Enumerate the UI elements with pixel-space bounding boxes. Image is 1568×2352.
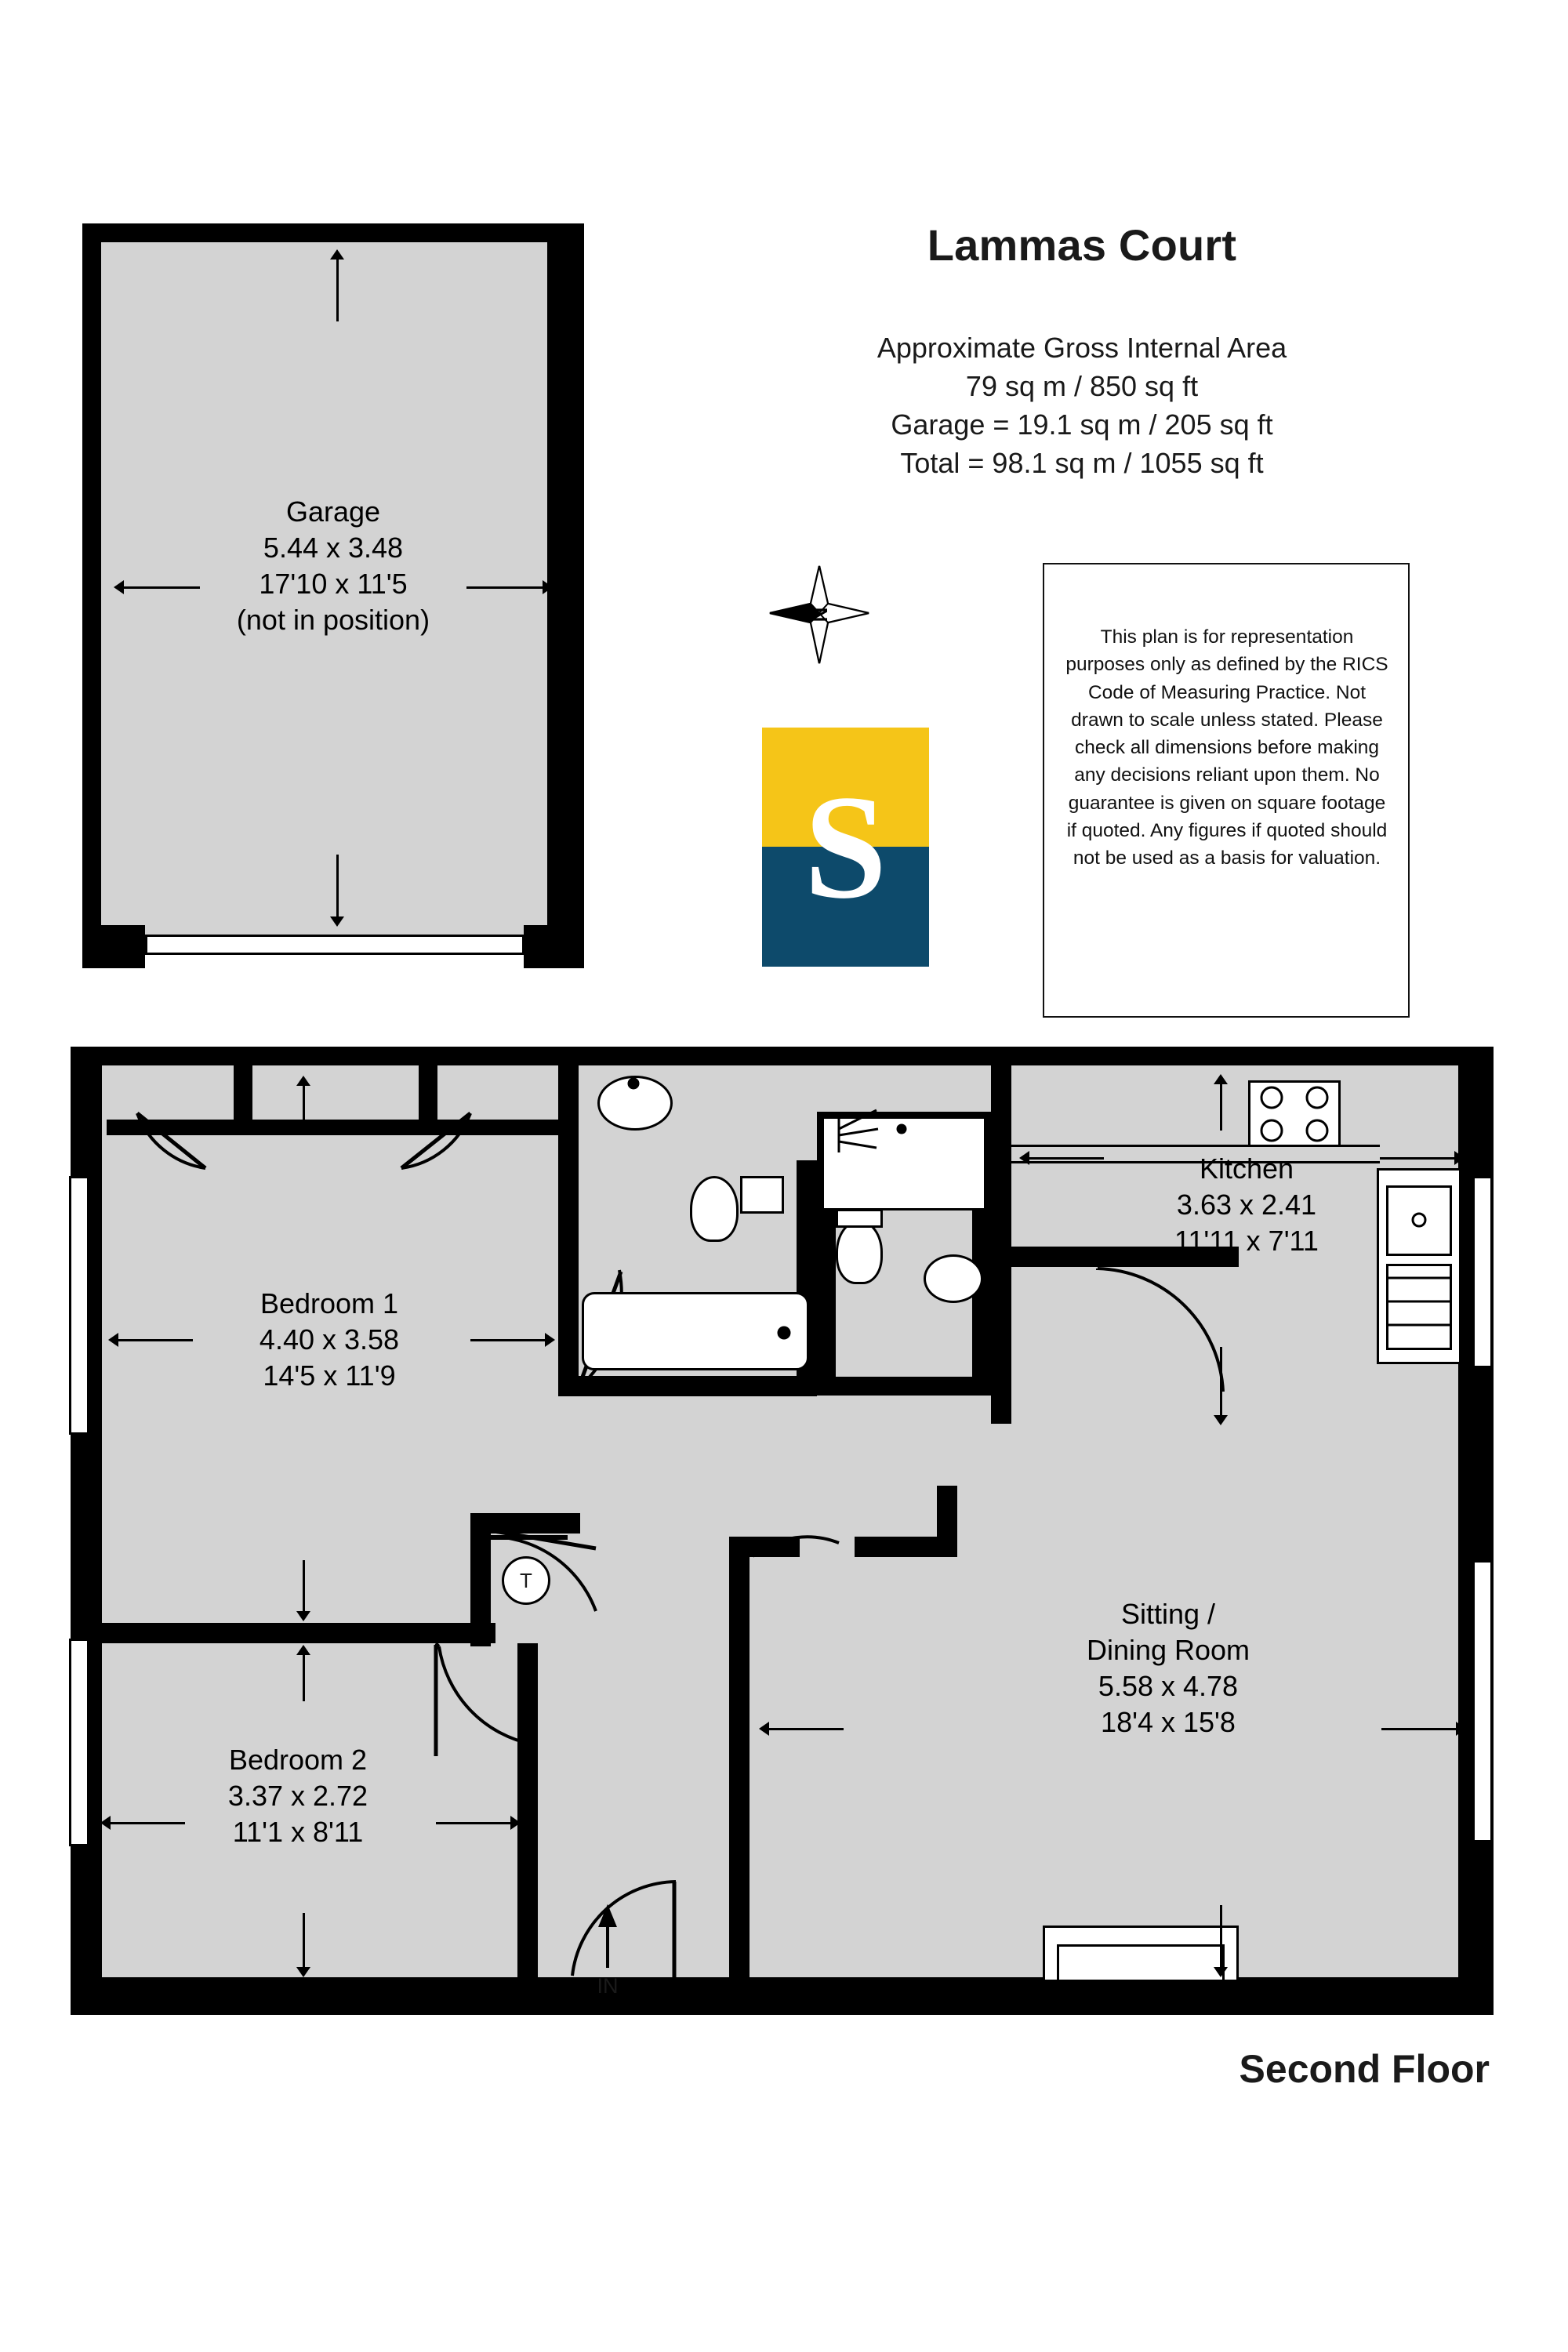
brand-logo [762, 728, 929, 967]
thermostat-box [480, 1535, 568, 1540]
bedroom1-label [94, 1286, 564, 1394]
cloakroom-wc [836, 1220, 883, 1284]
bedroom2-label [78, 1742, 517, 1850]
bedroom1-imperial: 14'5 x 11'9 [263, 1359, 396, 1392]
area-summary-line-4: Total = 98.1 sq m / 1055 sq ft [900, 446, 1264, 479]
garage-height-arrow-bottom [330, 855, 344, 927]
sitting-room-label [925, 1596, 1411, 1740]
bathtub [582, 1292, 809, 1370]
sitting-room-metric: 5.58 x 4.78 [1098, 1670, 1239, 1703]
area-summary [729, 329, 1435, 483]
main-wall-top [71, 1047, 1494, 1065]
bedroom2-arrow-bottom [296, 1913, 310, 1977]
garage-label [137, 494, 529, 638]
bedroom2-arrow-top [296, 1645, 310, 1701]
wall-bathroom-bottom [558, 1376, 817, 1396]
wall-bedroom2-top [88, 1623, 495, 1643]
kitchen-arrow-bottom [1214, 1347, 1228, 1425]
bedroom1-arrow-top [296, 1076, 310, 1132]
area-summary-line-2: 79 sq m / 850 sq ft [965, 369, 1199, 402]
window-right-kitchen [1472, 1176, 1493, 1368]
wall-sitting-left [729, 1537, 750, 1999]
entrance-label [572, 1974, 643, 1998]
kitchen-name: Kitchen [1199, 1152, 1294, 1185]
bedroom1-arrow-bottom [296, 1560, 310, 1621]
garage-door [145, 935, 524, 955]
kitchen-metric: 3.63 x 2.41 [1176, 1189, 1317, 1221]
area-summary-line-1: Approximate Gross Internal Area [877, 332, 1287, 364]
bedroom2-imperial: 11'1 x 8'11 [232, 1816, 364, 1849]
sitting-room-unit-inner [1057, 1944, 1225, 1982]
wall-hall-alcove [937, 1486, 957, 1533]
floor-caption: Second Floor [1239, 2047, 1490, 2091]
thermostat-icon [502, 1556, 550, 1605]
garage-wall-bottom-left [82, 925, 145, 968]
compass-icon [768, 564, 870, 666]
garage-name: Garage [285, 495, 381, 528]
bathroom-wc [690, 1176, 739, 1242]
kitchen-drainer [1386, 1264, 1452, 1350]
bedroom1-name: Bedroom 1 [260, 1287, 399, 1319]
main-wall-bottom [71, 1977, 1494, 2015]
shower-tray [822, 1116, 986, 1210]
window-left-bedroom1 [69, 1176, 89, 1435]
wall-sitting-top [729, 1537, 800, 1557]
page-title: Lammas Court [927, 220, 1237, 270]
garage-wall-top [82, 223, 584, 242]
garage-wall-right [547, 223, 584, 968]
disclaimer-text: This plan is for representation purposes only as defined by the RICS Code of Measuring Practice. Not drawn to scale unless stated. Please check all dimensions before making any decisions reliant upon them. No guarantee is given on square footage if quoted. Any figures if quoted should not be used as a basis for valuation. [1065, 626, 1388, 869]
sitting-room-name-line2: Dining Room [1086, 1634, 1250, 1667]
kitchen-label [1051, 1151, 1443, 1259]
bathroom-cistern [740, 1176, 784, 1214]
garage-height-arrow [330, 249, 344, 321]
wardrobe-front [107, 1120, 577, 1135]
garage-note: (not in position) [236, 604, 430, 637]
kitchen-hob [1248, 1080, 1341, 1148]
garage-wall-bottom-right [524, 925, 584, 968]
garage-wall-left [82, 223, 101, 968]
wall-wc-bottom [817, 1377, 991, 1396]
area-summary-line-3: Garage = 19.1 sq m / 205 sq ft [891, 408, 1273, 441]
window-right-sitting [1472, 1560, 1493, 1842]
sitting-arrow-bottom [1214, 1905, 1228, 1977]
wall-bedroom2-right-top [517, 1643, 538, 1690]
sitting-room-imperial: 18'4 x 15'8 [1101, 1706, 1236, 1739]
kitchen-arrow-top [1214, 1074, 1228, 1131]
garage-metric: 5.44 x 3.48 [263, 532, 404, 564]
bedroom1-metric: 4.40 x 3.58 [259, 1323, 400, 1356]
entrance-text: IN [597, 1974, 619, 1998]
wall-bedroom2-right [517, 1686, 538, 1999]
cloakroom-cistern [836, 1209, 883, 1228]
bathroom-basin [597, 1076, 673, 1131]
garage-imperial: 17'10 x 11'5 [259, 568, 408, 601]
wall-kitchen-lower-left [991, 1267, 1011, 1424]
logo-letter: S [804, 764, 887, 930]
bedroom2-metric: 3.37 x 2.72 [227, 1780, 368, 1813]
svg-text:N: N [808, 607, 832, 622]
bedroom2-name: Bedroom 2 [228, 1744, 368, 1776]
kitchen-imperial: 11'11 x 7'11 [1174, 1225, 1319, 1258]
sitting-room-name-line1: Sitting / [1120, 1598, 1216, 1630]
cloakroom-basin [924, 1254, 983, 1303]
sitting-arrow-left [759, 1722, 844, 1736]
thermostat-label: T [520, 1568, 532, 1592]
